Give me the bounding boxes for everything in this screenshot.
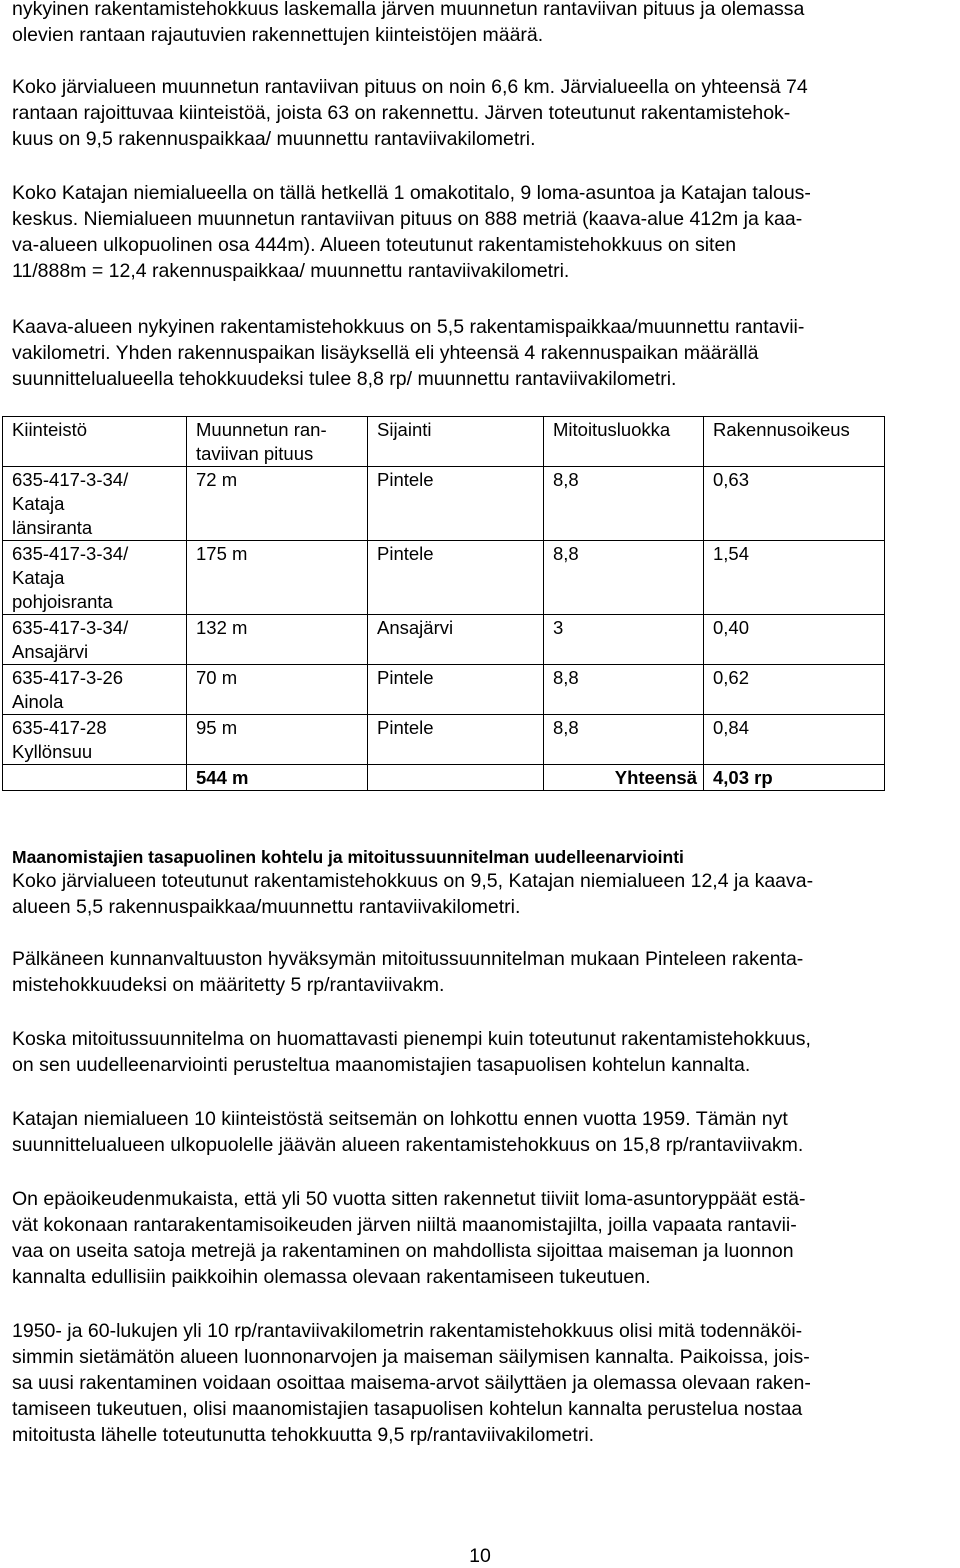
text-line: vaa on useita satoja metrejä ja rakentaminen on mahdollista sijoittaa maiseman ja luonnon xyxy=(12,1240,794,1262)
length-cell: 72 m xyxy=(187,467,368,541)
property-table xyxy=(2,416,885,791)
length-cell: 70 m xyxy=(187,665,368,715)
location-cell: Pintele xyxy=(368,715,544,765)
text-line: Koko järvialueen toteutunut rakentamistehokkuus on 9,5, Katajan niemialueen 12,4 ja kaava- xyxy=(12,870,814,892)
total-length-cell: 544 m xyxy=(187,765,368,791)
text-line: suunnittelualueella tehokkuudeksi tulee 8,8 rp/ muunnettu rantaviivakilometri. xyxy=(12,368,677,390)
class-cell: 8,8 xyxy=(544,715,704,765)
rights-cell: 1,54 xyxy=(704,541,885,615)
text-line: vakilometri. Yhden rakennuspaikan lisäyksellä eli yhteensä 4 rakennuspaikan määrällä xyxy=(12,342,759,364)
empty-cell xyxy=(3,765,187,791)
text-line: mitoitusta lähelle toteutunutta tehokkuutta 9,5 rp/rantaviivakilometri. xyxy=(12,1424,595,1446)
property-cell: 635-417-3-34/ Ansajärvi xyxy=(3,615,187,665)
empty-cell xyxy=(368,765,544,791)
text-line: kannalta edullisiin paikkoihin olemassa olevaan rakentamiseen tukeutuen. xyxy=(12,1266,651,1288)
length-cell: 132 m xyxy=(187,615,368,665)
text-line: vät kokonaan rantarakentamisoikeuden järven niiltä maanomistajilta, joilla vapaata rantavii- xyxy=(12,1214,797,1236)
table-row xyxy=(3,467,885,541)
header-cell: Muunnetun ran- taviivan pituus xyxy=(187,417,368,467)
table-row xyxy=(3,541,885,615)
class-cell: 8,8 xyxy=(544,541,704,615)
text-line: keskus. Niemialueen muunnetun rantaviivan pituus on 888 metriä (kaava-alue 412m ja kaa- xyxy=(12,208,803,230)
text-line: va-alueen ulkopuolinen osa 444m). Alueen toteutunut rakentamistehokkuus on siten xyxy=(12,234,737,256)
text-line: simmin sietämätön alueen luonnonarvojen ja maiseman säilymisen kannalta. Paikoissa, jois- xyxy=(12,1346,810,1368)
paragraph-palkane xyxy=(12,946,956,998)
table-row xyxy=(3,715,885,765)
total-label-cell: Yhteensä xyxy=(544,765,704,791)
header-cell: Rakennusoikeus xyxy=(704,417,885,467)
text-line: Koska mitoitussuunnitelma on huomattavasti pienempi kuin toteutunut rakentamistehokkuus, xyxy=(12,1028,811,1050)
location-cell: Pintele xyxy=(368,467,544,541)
text-line: on sen uudelleenarviointi perusteltua maanomistajien tasapuolisen kohtelun kannalta. xyxy=(12,1054,751,1076)
text-line: nykyinen rakentamistehokkuus laskemalla järven muunnetun rantaviivan pituus ja olemassa xyxy=(12,0,805,20)
table-total-row xyxy=(3,765,885,791)
text-line: olevien rantaan rajautuvien rakennettujen kiinteistöjen määrä. xyxy=(12,24,544,46)
class-cell: 8,8 xyxy=(544,665,704,715)
location-cell: Pintele xyxy=(368,541,544,615)
section-heading: Maanomistajien tasapuolinen kohtelu ja mitoitussuunnitelman uudelleenarviointi xyxy=(12,847,684,867)
header-cell: Kiinteistö xyxy=(3,417,187,467)
class-cell: 3 xyxy=(544,615,704,665)
header-cell: Sijainti xyxy=(368,417,544,467)
text-line: On epäoikeudenmukaista, että yli 50 vuotta sitten rakennetut tiiviit loma-asuntoryppäät estä- xyxy=(12,1188,806,1210)
text-line: 11/888m = 12,4 rakennuspaikkaa/ muunnettu rantaviivakilometri. xyxy=(12,260,570,282)
rights-cell: 0,62 xyxy=(704,665,885,715)
text-line: Katajan niemialueen 10 kiinteistöstä seitsemän on lohkottu ennen vuotta 1959. Tämän nyt xyxy=(12,1108,788,1130)
text-line: tamiseen tukeutuen, olisi maanomistajien tasapuolisen kohtelun kannalta perustelua nostaa xyxy=(12,1398,803,1420)
rights-cell: 0,63 xyxy=(704,467,885,541)
text-line: sa uusi rakentaminen voidaan osoittaa maisema-arvot säilyttäen ja olemassa olevaan raken- xyxy=(12,1372,811,1394)
text-line: 1950- ja 60-lukujen yli 10 rp/rantaviivakilometrin rakentamistehokkuus olisi mitä todennäköi- xyxy=(12,1320,803,1342)
header-cell: Mitoitusluokka xyxy=(544,417,704,467)
paragraph-lake-area xyxy=(12,74,956,152)
paragraph-summary xyxy=(12,868,956,920)
length-cell: 175 m xyxy=(187,541,368,615)
paragraph-katajan-niemialue xyxy=(12,180,956,284)
text-line: Koko Katajan niemialueella on tällä hetkellä 1 omakotitalo, 9 loma-asuntoa ja Katajan talous- xyxy=(12,182,811,204)
text-line: mistehokkuudeksi on määritetty 5 rp/rantaviivakm. xyxy=(12,974,445,996)
text-line: suunnittelualueen ulkopuolelle jäävän alueen rakentamistehokkuus on 15,8 rp/rantaviivakm. xyxy=(12,1134,804,1156)
paragraph-lohkottu xyxy=(12,1106,956,1158)
page-number: 10 xyxy=(469,1545,491,1567)
location-cell: Pintele xyxy=(368,665,544,715)
paragraph-intro-continued xyxy=(12,0,956,48)
property-cell: 635-417-28 Kyllönsuu xyxy=(3,715,187,765)
table-row xyxy=(3,665,885,715)
text-line: Koko järvialueen muunnetun rantaviivan pituus on noin 6,6 km. Järvialueella on yhteensä 74 xyxy=(12,76,808,98)
total-rights-cell: 4,03 rp xyxy=(704,765,885,791)
text-line: alueen 5,5 rakennuspaikkaa/muunnettu rantaviivakilometri. xyxy=(12,896,521,918)
table-row xyxy=(3,615,885,665)
paragraph-kaava-alue xyxy=(12,314,956,392)
class-cell: 8,8 xyxy=(544,467,704,541)
rights-cell: 0,84 xyxy=(704,715,885,765)
paragraph-koska xyxy=(12,1026,956,1078)
text-line: rantaan rajoittuvaa kiinteistöä, joista 63 on rakennettu. Järven toteutunut rakentamistehok- xyxy=(12,102,791,124)
length-cell: 95 m xyxy=(187,715,368,765)
paragraph-epaoikeudenmukaista xyxy=(12,1186,956,1290)
location-cell: Ansajärvi xyxy=(368,615,544,665)
property-cell: 635-417-3-26 Ainola xyxy=(3,665,187,715)
paragraph-1950 xyxy=(12,1318,956,1448)
property-cell: 635-417-3-34/ Kataja pohjoisranta xyxy=(3,541,187,615)
text-line: Pälkäneen kunnanvaltuuston hyväksymän mitoitussuunnitelman mukaan Pinteleen rakenta- xyxy=(12,948,804,970)
rights-cell: 0,40 xyxy=(704,615,885,665)
table-header-row xyxy=(3,417,885,467)
property-cell: 635-417-3-34/ Kataja länsiranta xyxy=(3,467,187,541)
text-line: Kaava-alueen nykyinen rakentamistehokkuus on 5,5 rakentamispaikkaa/muunnettu rantavii- xyxy=(12,316,805,338)
text-line: kuus on 9,5 rakennuspaikkaa/ muunnettu rantaviivakilometri. xyxy=(12,128,536,150)
